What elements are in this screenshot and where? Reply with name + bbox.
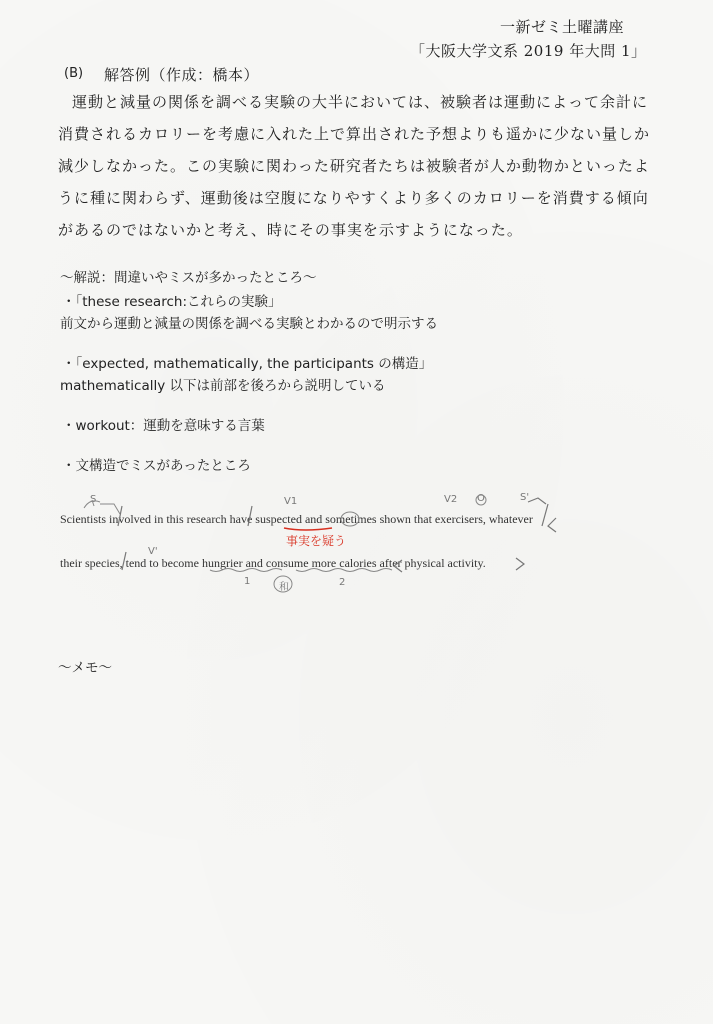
section-title: 解答例（作成：橋本） [104, 66, 260, 84]
section-label: (B) [64, 66, 84, 81]
note-item-these-research-desc: 前文から運動と減量の関係を調べる実験とわかるので明示する [60, 316, 438, 332]
red-underline [284, 528, 332, 530]
red-handwritten-note: 事実を疑う [286, 534, 347, 548]
answer-line: があるのではないかと考え、時にその事実を示すようになった。 [58, 221, 523, 239]
note-item-workout: ・workout：運動を意味する言葉 [62, 418, 265, 434]
notes-heading: ～解説：間違いやミスが多かったところ～ [60, 270, 317, 286]
note-item-these-research: ・「these research:これらの実験」 [62, 294, 282, 310]
handwritten-mark-o: O [477, 493, 485, 504]
handwritten-mark-s: S [90, 494, 97, 505]
handwritten-mark-v2: V2 [444, 494, 458, 505]
handwritten-mark-v-prime: V' [148, 546, 158, 557]
memo-label: ～メモ～ [58, 660, 112, 676]
handwritten-mark-s-prime: S' [520, 492, 530, 503]
answer-line: 運動と減量の関係を調べる実験の大半においては、被験者は運動によって余計に [72, 93, 649, 111]
answer-line: うに種に関わらず、運動後は空腹になりやすくより多くのカロリーを消費する傾向 [58, 189, 649, 207]
note-item-structure-desc: mathematically 以下は前部を後ろから説明している [60, 378, 386, 394]
bracket-stroke [516, 558, 524, 570]
note-item-structure: ・「expected, mathematically, the participants の構造」 [62, 356, 433, 372]
note-item-sentence-structure: ・文構造でミスがあったところ [62, 458, 251, 474]
exam-source: 「大阪大学文系 2019 年大問 1」 [410, 42, 647, 60]
answer-line: 消費されるカロリーを考慮に入れた上で算出された予想よりも遥かに少ない量しか [58, 125, 651, 143]
answer-paragraph [58, 86, 651, 246]
english-sentence-line: their species, tend to become hungrier and consume more calories after physical activity. [60, 556, 486, 570]
handwritten-mark-1: 1 [244, 576, 251, 587]
bracket-stroke [548, 518, 556, 532]
handwritten-mark-v1: V1 [284, 496, 298, 507]
english-sentence-line: Scientists involved in this research have suspected and sometimes shown that exercisers, whatever [60, 512, 533, 526]
handwritten-mark-and: 和 [279, 582, 289, 593]
handwritten-mark-2: 2 [339, 577, 346, 588]
answer-line: 減少しなかった。この実験に関わった研究者たちは被験者が人か動物かといったよ [58, 157, 650, 175]
course-title: 一新ゼミ土曜講座 [500, 18, 625, 36]
